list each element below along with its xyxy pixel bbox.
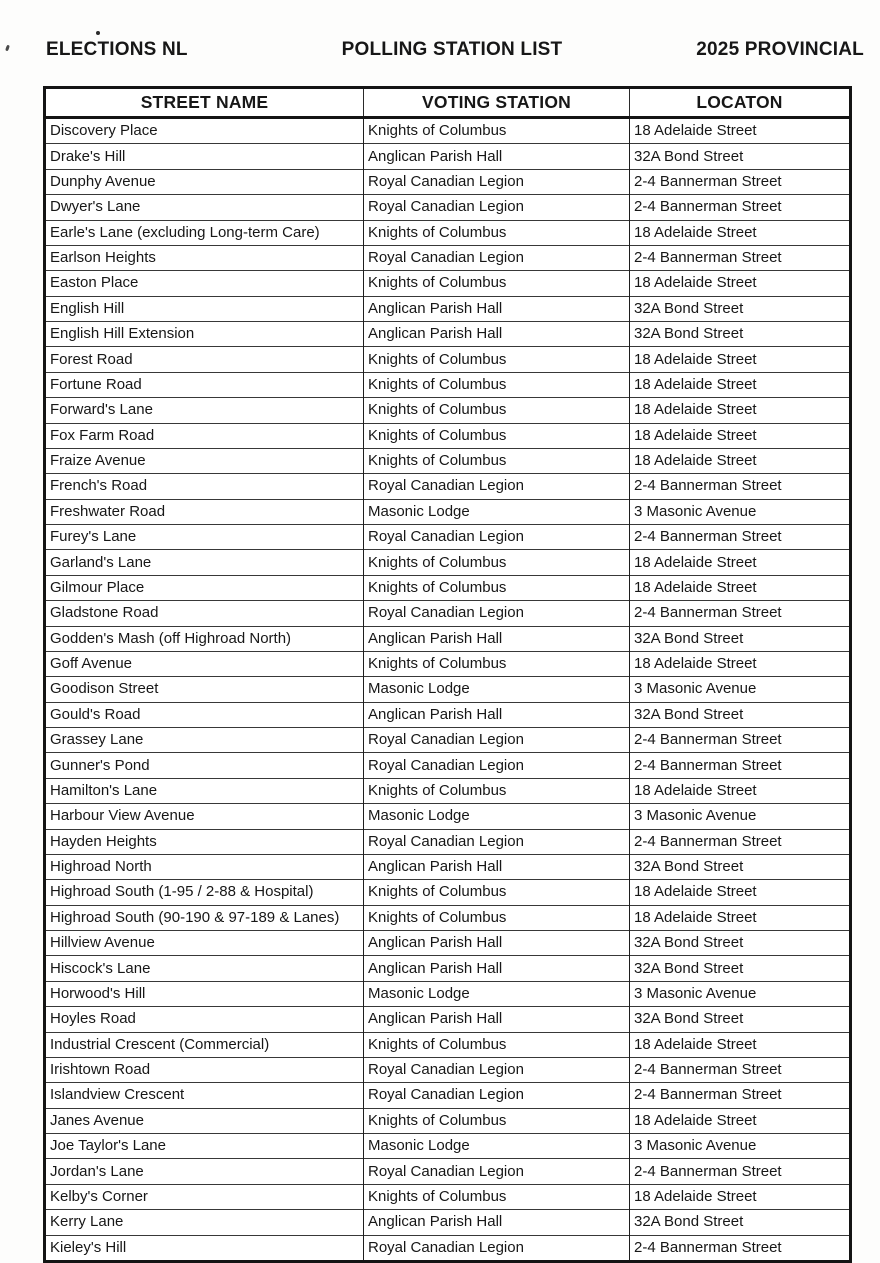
street-name-cell: Easton Place	[45, 271, 364, 296]
voting-station-cell: Royal Canadian Legion	[364, 829, 630, 854]
voting-station-cell: Masonic Lodge	[364, 677, 630, 702]
street-name-cell: Goodison Street	[45, 677, 364, 702]
voting-station-cell: Anglican Parish Hall	[364, 626, 630, 651]
voting-station-cell: Masonic Lodge	[364, 1134, 630, 1159]
location-cell: 18 Adelaide Street	[630, 1184, 851, 1209]
edition-label: 2025 PROVINCIAL	[696, 39, 864, 60]
table-row	[45, 296, 851, 321]
location-cell: 2-4 Bannerman Street	[630, 1235, 851, 1261]
street-name-cell: Janes Avenue	[45, 1108, 364, 1133]
street-name-cell: Dunphy Avenue	[45, 169, 364, 194]
table-row	[45, 322, 851, 347]
location-cell: 18 Adelaide Street	[630, 118, 851, 144]
location-cell: 2-4 Bannerman Street	[630, 728, 851, 753]
street-name-cell: Irishtown Road	[45, 1057, 364, 1082]
location-cell: 2-4 Bannerman Street	[630, 474, 851, 499]
voting-station-cell: Anglican Parish Hall	[364, 1210, 630, 1235]
table-row	[45, 778, 851, 803]
table-row	[45, 1057, 851, 1082]
voting-station-cell: Royal Canadian Legion	[364, 525, 630, 550]
voting-station-cell: Knights of Columbus	[364, 220, 630, 245]
column-header-voting-station: VOTING STATION	[364, 88, 630, 118]
voting-station-cell: Royal Canadian Legion	[364, 474, 630, 499]
street-name-cell: English Hill	[45, 296, 364, 321]
page-title: POLLING STATION LIST	[341, 39, 563, 60]
location-cell: 32A Bond Street	[630, 1007, 851, 1032]
street-name-cell: Highroad North	[45, 854, 364, 879]
table-row	[45, 448, 851, 473]
table-row	[45, 347, 851, 372]
table-row	[45, 220, 851, 245]
table-body	[45, 118, 851, 1262]
voting-station-cell: Royal Canadian Legion	[364, 728, 630, 753]
street-name-cell: Gunner's Pond	[45, 753, 364, 778]
location-cell: 18 Adelaide Street	[630, 423, 851, 448]
table-row	[45, 981, 851, 1006]
street-name-cell: Hiscock's Lane	[45, 956, 364, 981]
street-name-cell: Furey's Lane	[45, 525, 364, 550]
location-cell: 2-4 Bannerman Street	[630, 1083, 851, 1108]
street-name-cell: Hoyles Road	[45, 1007, 364, 1032]
org-title: ELECTIONS NL	[46, 39, 188, 60]
location-cell: 32A Bond Street	[630, 956, 851, 981]
street-name-cell: Kerry Lane	[45, 1210, 364, 1235]
voting-station-cell: Knights of Columbus	[364, 372, 630, 397]
location-cell: 18 Adelaide Street	[630, 398, 851, 423]
location-cell: 18 Adelaide Street	[630, 271, 851, 296]
voting-station-cell: Knights of Columbus	[364, 778, 630, 803]
street-name-cell: Dwyer's Lane	[45, 195, 364, 220]
location-cell: 18 Adelaide Street	[630, 220, 851, 245]
voting-station-cell: Knights of Columbus	[364, 905, 630, 930]
table-row	[45, 905, 851, 930]
voting-station-cell: Knights of Columbus	[364, 448, 630, 473]
voting-station-cell: Knights of Columbus	[364, 118, 630, 144]
table-row	[45, 702, 851, 727]
voting-station-cell: Anglican Parish Hall	[364, 956, 630, 981]
location-cell: 3 Masonic Avenue	[630, 804, 851, 829]
voting-station-cell: Knights of Columbus	[364, 651, 630, 676]
location-cell: 32A Bond Street	[630, 144, 851, 169]
location-cell: 18 Adelaide Street	[630, 575, 851, 600]
table-row	[45, 804, 851, 829]
location-cell: 32A Bond Street	[630, 1210, 851, 1235]
table-row	[45, 880, 851, 905]
location-cell: 18 Adelaide Street	[630, 372, 851, 397]
street-name-cell: Earlson Heights	[45, 245, 364, 270]
voting-station-cell: Anglican Parish Hall	[364, 702, 630, 727]
table-row	[45, 195, 851, 220]
location-cell: 18 Adelaide Street	[630, 778, 851, 803]
table-row	[45, 1108, 851, 1133]
street-name-cell: Highroad South (90-190 & 97-189 & Lanes)	[45, 905, 364, 930]
location-cell: 18 Adelaide Street	[630, 550, 851, 575]
voting-station-cell: Royal Canadian Legion	[364, 195, 630, 220]
table-row	[45, 829, 851, 854]
street-name-cell: Gould's Road	[45, 702, 364, 727]
voting-station-cell: Anglican Parish Hall	[364, 144, 630, 169]
location-cell: 32A Bond Street	[630, 626, 851, 651]
location-cell: 18 Adelaide Street	[630, 880, 851, 905]
table-row	[45, 753, 851, 778]
table-row	[45, 626, 851, 651]
voting-station-cell: Royal Canadian Legion	[364, 753, 630, 778]
table-row	[45, 474, 851, 499]
street-name-cell: Kieley's Hill	[45, 1235, 364, 1261]
voting-station-cell: Anglican Parish Hall	[364, 1007, 630, 1032]
table-row	[45, 118, 851, 144]
street-name-cell: Forward's Lane	[45, 398, 364, 423]
voting-station-cell: Knights of Columbus	[364, 880, 630, 905]
street-name-cell: Joe Taylor's Lane	[45, 1134, 364, 1159]
location-cell: 18 Adelaide Street	[630, 905, 851, 930]
street-name-cell: Hayden Heights	[45, 829, 364, 854]
table-row	[45, 144, 851, 169]
voting-station-cell: Anglican Parish Hall	[364, 322, 630, 347]
location-cell: 3 Masonic Avenue	[630, 499, 851, 524]
column-header-location: LOCATON	[630, 88, 851, 118]
location-cell: 32A Bond Street	[630, 854, 851, 879]
table-row	[45, 1032, 851, 1057]
location-cell: 18 Adelaide Street	[630, 1108, 851, 1133]
voting-station-cell: Knights of Columbus	[364, 575, 630, 600]
table-row	[45, 728, 851, 753]
location-cell: 2-4 Bannerman Street	[630, 829, 851, 854]
street-name-cell: Goff Avenue	[45, 651, 364, 676]
street-name-cell: Forest Road	[45, 347, 364, 372]
street-name-cell: Hillview Avenue	[45, 931, 364, 956]
table-row	[45, 525, 851, 550]
street-name-cell: Hamilton's Lane	[45, 778, 364, 803]
street-name-cell: Earle's Lane (excluding Long-term Care)	[45, 220, 364, 245]
street-name-cell: Fraize Avenue	[45, 448, 364, 473]
street-name-cell: English Hill Extension	[45, 322, 364, 347]
table-row	[45, 677, 851, 702]
street-name-cell: Fortune Road	[45, 372, 364, 397]
voting-station-cell: Knights of Columbus	[364, 423, 630, 448]
street-name-cell: Discovery Place	[50, 122, 158, 140]
location-cell: 2-4 Bannerman Street	[630, 601, 851, 626]
table-row	[45, 499, 851, 524]
location-cell: 2-4 Bannerman Street	[630, 195, 851, 220]
street-name-cell: Harbour View Avenue	[45, 804, 364, 829]
polling-station-table	[43, 86, 852, 1263]
voting-station-cell: Royal Canadian Legion	[364, 1083, 630, 1108]
table-row	[45, 931, 851, 956]
street-name-cell: French's Road	[45, 474, 364, 499]
voting-station-cell: Knights of Columbus	[364, 1108, 630, 1133]
voting-station-cell: Royal Canadian Legion	[364, 1235, 630, 1261]
street-name-cell: Drake's Hill	[45, 144, 364, 169]
table-row	[45, 398, 851, 423]
location-cell: 3 Masonic Avenue	[630, 981, 851, 1006]
location-cell: 18 Adelaide Street	[630, 347, 851, 372]
street-name-cell: Gilmour Place	[45, 575, 364, 600]
street-name-cell: Garland's Lane	[45, 550, 364, 575]
table-row	[45, 423, 851, 448]
voting-station-cell: Anglican Parish Hall	[364, 931, 630, 956]
table-row	[45, 1235, 851, 1261]
location-cell: 18 Adelaide Street	[630, 448, 851, 473]
voting-station-cell: Royal Canadian Legion	[364, 1159, 630, 1184]
location-cell: 18 Adelaide Street	[630, 651, 851, 676]
street-name-cell: Highroad South (1-95 / 2-88 & Hospital)	[45, 880, 364, 905]
table-row	[45, 1159, 851, 1184]
voting-station-cell: Masonic Lodge	[364, 499, 630, 524]
table-row	[45, 1134, 851, 1159]
street-name-cell: Islandview Crescent	[45, 1083, 364, 1108]
voting-station-cell: Masonic Lodge	[364, 804, 630, 829]
location-cell: 2-4 Bannerman Street	[630, 245, 851, 270]
location-cell: 32A Bond Street	[630, 931, 851, 956]
table-row	[45, 550, 851, 575]
street-name-cell: Grassey Lane	[45, 728, 364, 753]
location-cell: 3 Masonic Avenue	[630, 1134, 851, 1159]
location-cell: 32A Bond Street	[630, 322, 851, 347]
voting-station-cell: Royal Canadian Legion	[364, 601, 630, 626]
location-cell: 2-4 Bannerman Street	[630, 1159, 851, 1184]
street-name-cell: Godden's Mash (off Highroad North)	[45, 626, 364, 651]
voting-station-cell: Royal Canadian Legion	[364, 245, 630, 270]
voting-station-cell: Knights of Columbus	[364, 1184, 630, 1209]
street-name-cell: Gladstone Road	[45, 601, 364, 626]
voting-station-cell: Royal Canadian Legion	[364, 169, 630, 194]
table-header-row	[45, 88, 851, 118]
street-name-cell: Jordan's Lane	[45, 1159, 364, 1184]
voting-station-cell: Royal Canadian Legion	[364, 1057, 630, 1082]
voting-station-cell: Knights of Columbus	[364, 271, 630, 296]
table-row	[45, 245, 851, 270]
voting-station-cell: Masonic Lodge	[364, 981, 630, 1006]
location-cell: 32A Bond Street	[630, 296, 851, 321]
table-row	[45, 169, 851, 194]
street-name-cell: Fox Farm Road	[45, 423, 364, 448]
table-row	[45, 575, 851, 600]
voting-station-cell: Knights of Columbus	[364, 1032, 630, 1057]
table-row	[45, 1184, 851, 1209]
table-row	[45, 1210, 851, 1235]
location-cell: 2-4 Bannerman Street	[630, 525, 851, 550]
location-cell: 32A Bond Street	[630, 702, 851, 727]
voting-station-cell: Knights of Columbus	[364, 550, 630, 575]
location-cell: 2-4 Bannerman Street	[630, 1057, 851, 1082]
street-name-cell: Kelby's Corner	[45, 1184, 364, 1209]
table-row	[45, 956, 851, 981]
street-name-cell: Horwood's Hill	[45, 981, 364, 1006]
location-cell: 3 Masonic Avenue	[630, 677, 851, 702]
table-row	[45, 1083, 851, 1108]
scan-artifact-dot	[96, 31, 100, 35]
table-row	[45, 271, 851, 296]
location-cell: 2-4 Bannerman Street	[630, 753, 851, 778]
street-name-cell: Freshwater Road	[45, 499, 364, 524]
table-row	[45, 1007, 851, 1032]
voting-station-cell: Anglican Parish Hall	[364, 296, 630, 321]
location-cell: 2-4 Bannerman Street	[630, 169, 851, 194]
table-row	[45, 651, 851, 676]
column-header-street-name: STREET NAME	[45, 88, 364, 118]
voting-station-cell: Knights of Columbus	[364, 398, 630, 423]
table-row	[45, 854, 851, 879]
street-name-cell: Industrial Crescent (Commercial)	[45, 1032, 364, 1057]
location-cell: 18 Adelaide Street	[630, 1032, 851, 1057]
table-row	[45, 372, 851, 397]
voting-station-cell: Knights of Columbus	[364, 347, 630, 372]
page-header	[0, 39, 880, 65]
table-row	[45, 601, 851, 626]
voting-station-cell: Anglican Parish Hall	[364, 854, 630, 879]
